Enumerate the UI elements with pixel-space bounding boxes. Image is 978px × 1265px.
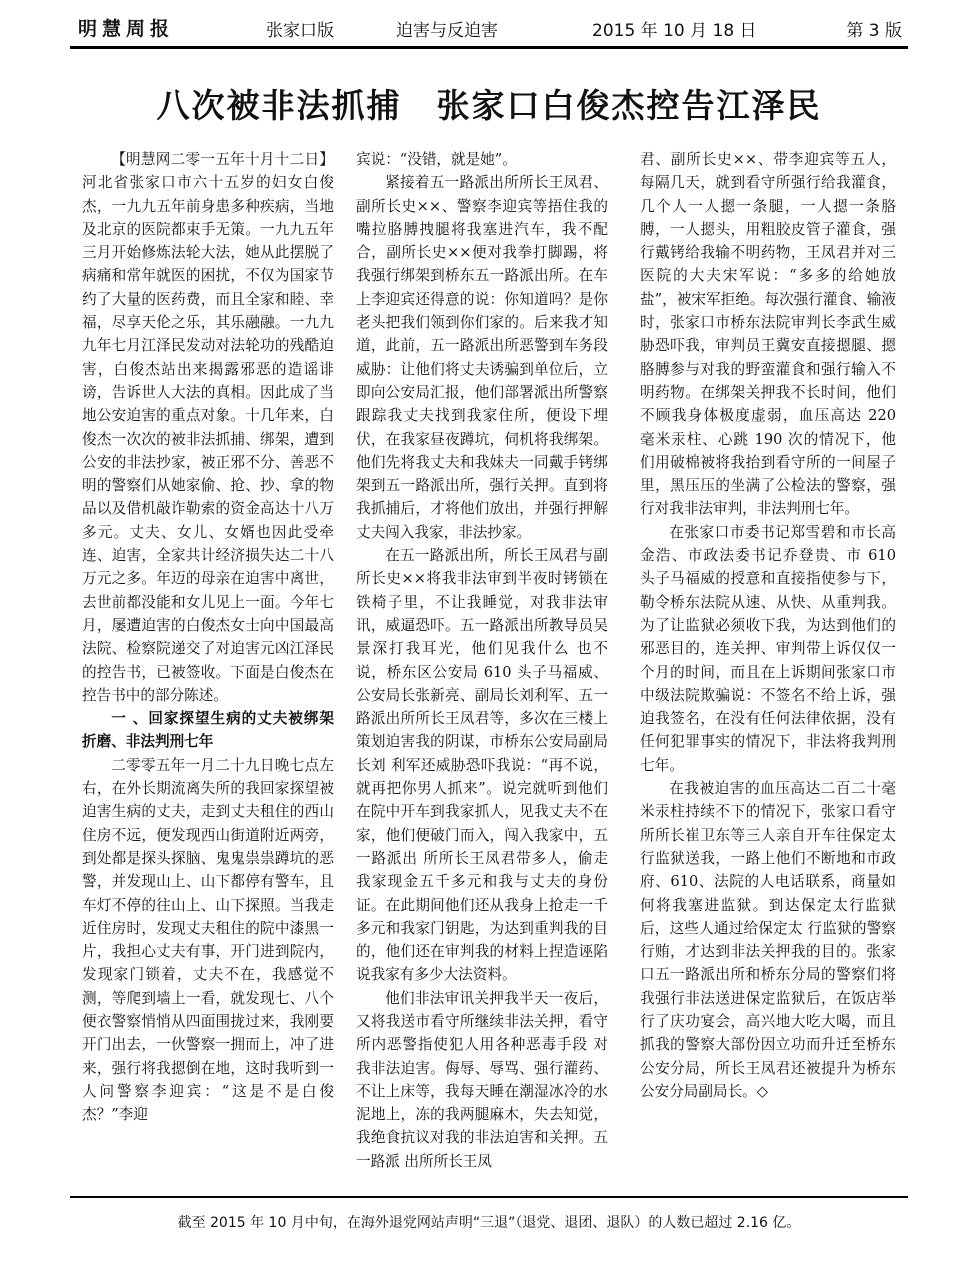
article-paragraph: 二零零五年一月二十九日晚七点左右，在外长期流离失所的我回家探望被迫害生病的丈夫，走到丈夫租住的西山住房不远，便发现西山街道附近两旁，到处都是探头探脑、鬼鬼祟祟蹲坑的恶警，并发现山上、山下都停有警车，且车灯不停的往山上、山下探照。当我走近住房时，发现丈夫租住的院中漆黑一片，我担心丈夫有事，开门进到院内，发现家门锁着，丈夫不在，我感觉不测，等爬到墙上一看，就发现七、八个便衣警察悄悄从四面围拢过来，我刚要开门出去，一伙警察一拥而上，冲了进来，强行将我摁倒在地，这时我听到一人问警察李迎宾：“这是不是白俊杰？”李迎 — [82, 756, 334, 1124]
section-heading: 一 、回家探望生病的丈夫被绑架折磨、非法判刑七年 — [82, 710, 334, 751]
article-paragraph: 在我被迫害的血压高达二百二十毫米汞柱持续不下的情况下，张家口看守所所长崔卫东等三人亲自开车往保定太行监狱送我，一路上他们不断地和市政府、610、法院的人电话联系，商量如何将我塞进监狱。到达保定太行监狱后，这些人通过给保定太 行监狱的警察行贿，才达到非法关押我的目的。张家口五一路派出所和桥东分局的警察们将我强行非法送进保定监狱后，在饭店举行了庆功宴会，高兴地大吃大喝，而且抓我的警察大部份因立功而升迁至桥东公安分局，所长王凤君还被提升为桥东公安分局副局长。◇ — [640, 780, 896, 1100]
article-column-1 — [82, 148, 334, 1183]
masthead: 明慧周报 — [78, 18, 175, 40]
article-paragraph: 在张家口市委书记郑雪碧和市长高金浩、市政法委书记乔登贵、市 610 头子马福威的授意和直接指使参与下，勒令桥东法院从速、从快、从重判我。为了让监狱必须收下我，为达到他们的邪恶目的，连关押、审判带上诉仅仅一个月的时间，而且在上诉期间张家口市中级法院欺骗说：不签名不给上诉，强迫我签名，在没有任何法律依据，没有任何犯罪事实的情况下，非法将我判刑七年。 — [640, 523, 896, 774]
footer-notice: 截至 2015 年 10 月中旬，在海外退党网站声明“三退”（退党、退团、退队）的人数已超过 2.16 亿。 — [70, 1196, 908, 1232]
article-paragraph: 紧接着五一路派出所所长王凤君、副所长史××、警察李迎宾等捂住我的嘴拉胳膊拽腿将我塞进汽车，我不配合，副所长史××便对我拳打脚踢，将我强行绑架到桥东五一路派出所。在车上李迎宾还得意的说：你知道吗？是你老头把我们领到你们家的。后来我才知道，此前，五一路派出所恶警到车务段威胁：让他们将丈夫诱骗到单位后，立即向公安局汇报，他们部署派出所警察跟踪我丈夫找到我家住所，便设下埋伏，在我家昼夜蹲坑，伺机将我绑架。他们先将我丈夫和我妹夫一同戴手铐绑架到五一路派出所，强行关押。直到将我抓捕后，才将他们放出，并强行押解丈夫闯入我家，非法抄家。 — [356, 174, 608, 541]
issue-date: 2015 年 10 月 18 日 — [592, 21, 757, 41]
article-paragraph: 【明慧网二零一五年十月十二日】河北省张家口市六十五岁的妇女白俊杰，一九九五年前身患多种疾病，当地及北京的医院都束手无策。一九九五年三月开始修炼法轮大法，她从此摆脱了病痛和常年就医的困扰，不仅为国家节约了大量的医药费，而且全家和睦、幸福，尽享天伦之乐，其乐融融。一九九九年七月江泽民发动对法轮功的残酷迫害，白俊杰站出来揭露邪恶的造谣诽谤，告诉世人大法的真相。因此成了当地公安迫害的重点对象。十几年来，白俊杰一次次的被非法抓捕、绑架，遭到公安的非法抄家，被正邪不分、善恶不明的警察们从她家偷、抢、抄、拿的物品以及借机敲诈勒索的资金高达十八万 多元。丈夫、女儿、女婿也因此受牵连、迫害，全家共计经济损失达二十八万元之多。年迈的母亲在迫害中离世，去世前都没能和女儿见上一面。今年七月，屡遭迫害的白俊杰女士向中国最高法院、检察院递交了对迫害元凶江泽民的控告书，已被签收。下面是白俊杰在控告书中的部分陈述。 — [82, 151, 334, 704]
article-paragraph: 君、副所长史××、带李迎宾等五人，每隔几天，就到看守所强行给我灌食，几个人一人摁一条腿，一人摁一条胳膊，一人摁头，用粗胶皮管子灌食，强行戴铐给我输不明药物，王凤君并对三医院的大夫宋军说：“多多的给她放盐”，被宋军拒绝。每次强行灌食、输液时，张家口市桥东法院审判长李武生威胁恐吓我，审判员王冀安直接摁腿、摁胳膊参与对我的野蛮灌食和强行输入不明药物。在绑架关押我不长时间，他们不顾我身体极度虚弱，血压高达 220 毫米汞柱、心跳 190 次的情况下，他们用破棉被将我抬到看守所的一间屋子里，黑压压的坐满了公检法的警察，强行对我非法审判，非法判刑七年。 — [640, 151, 896, 518]
edition-label: 张家口版 — [266, 21, 334, 41]
section-label: 迫害与反迫害 — [396, 21, 498, 41]
article-column-3 — [640, 148, 896, 1183]
article-title: 八次被非法抓捕 张家口白俊杰控告江泽民 — [156, 86, 822, 125]
newspaper-header — [70, 12, 908, 49]
article-paragraph: 在五一路派出所，所长王凤君与副所长史××将我非法审到半夜时铐锁在铁椅子里，不让我睡觉，对我非法审讯，威逼恐吓。五一路派出所教导员吴景深打我耳光，他们见我什么 也不说，桥东区公安局 610 头子马福威、公安局长张新亮、副局长刘利军、五一路派出所所长王凤君等，多次在三楼上策划迫害我的阴谋，市桥东公安局副局长刘 利军还威胁恐吓我说：“再不说，就再把你男人抓来”。说完就听到他们在院中开车到我家抓人，见我丈夫不在家，他们便破门而入，闯入我家中，五一路派出 所所长王凤君带多人，偷走我家现金五千多元和我与丈夫的身份证。在此期间他们还从我身上抢走一千多元和我家门钥匙，为达到重判我的目的，他们还在审判我的材料上捏造诬陷说我家有多少大法资料。 — [356, 547, 608, 984]
article-paragraph: 宾说：“没错，就是她”。 — [356, 151, 517, 168]
article-paragraph: 他们非法审讯关押我半天一夜后，又将我送市看守所继续非法关押，看守所内恶警指使犯人用各种恶毒手段 对我非法迫害。侮辱、辱骂、强行灌药、不让上床等，我每天睡在潮湿冰冷的水泥地上，冻的我两腿麻木，失去知觉，我绝食抗议对我的非法迫害和关押。五一路派 出所所长王凤 — [356, 989, 608, 1170]
article-column-2 — [356, 148, 608, 1183]
page-number: 第 3 版 — [846, 21, 902, 41]
